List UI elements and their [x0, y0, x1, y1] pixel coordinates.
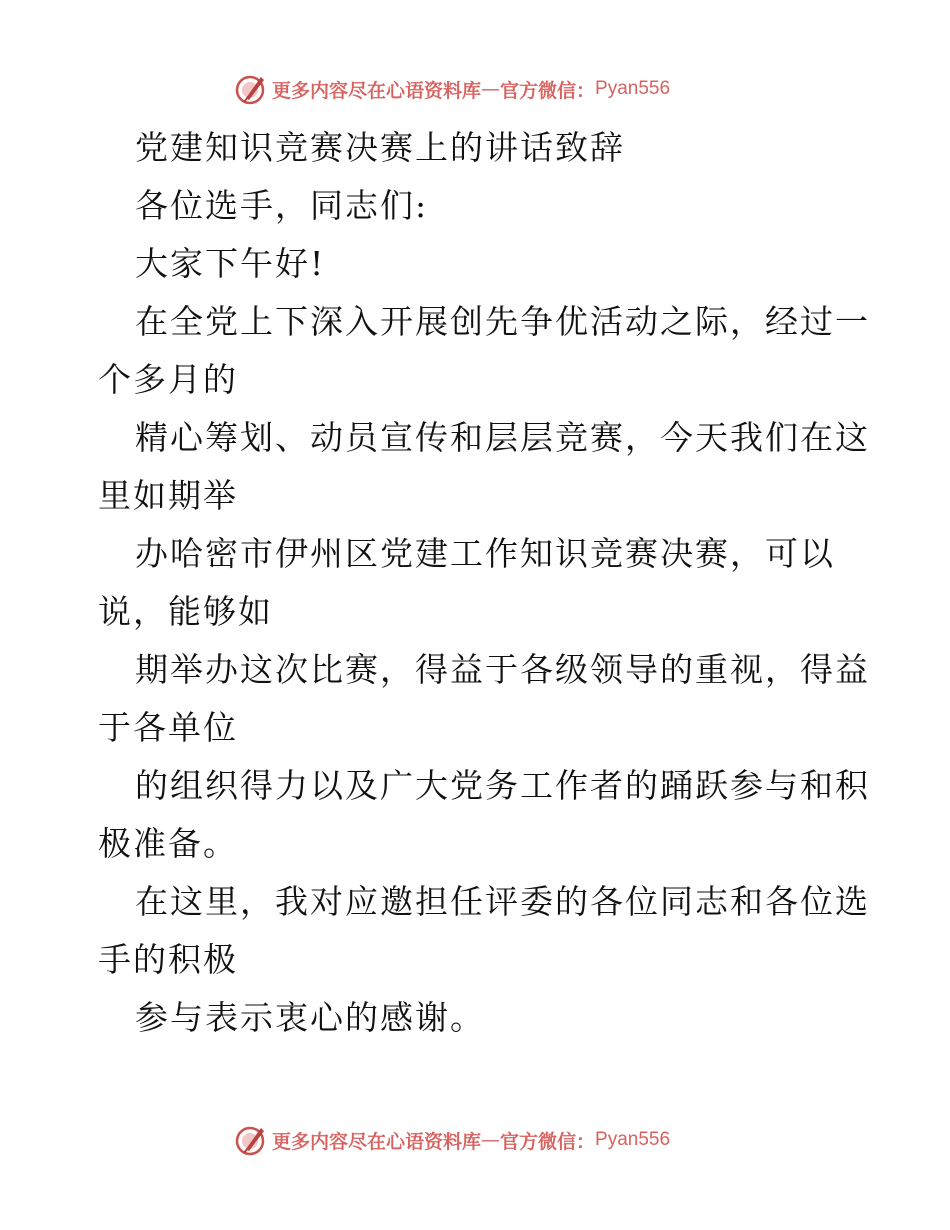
- watermark-dash: —: [481, 78, 501, 100]
- watermark-dash: —: [481, 1129, 501, 1151]
- quill-seal-icon: [234, 72, 268, 106]
- text-line: 里如期举: [98, 476, 238, 515]
- text-line: 说，能够如: [98, 592, 273, 631]
- text-line: 个多月的: [98, 360, 238, 399]
- text-line: 在全党上下深入开展创先争优活动之际，经过一: [135, 302, 870, 341]
- watermark-text: 更多内容尽在心语资料库: [272, 79, 482, 102]
- quill-seal-icon: [234, 1123, 268, 1157]
- watermark-text: 更多内容尽在心语资料库: [272, 1130, 482, 1153]
- watermark-wechat-id: Pyan556: [595, 78, 671, 99]
- document-title: 党建知识竞赛决赛上的讲话致辞: [135, 128, 625, 167]
- text-line: 极准备。: [98, 824, 238, 863]
- text-line: 大家下午好!: [135, 244, 326, 283]
- text-line: 在这里，我对应邀担任评委的各位同志和各位选: [135, 882, 870, 921]
- text-line: 于各单位: [98, 708, 238, 747]
- watermark-wechat-label: 官方微信：: [500, 79, 596, 102]
- text-line: 手的积极: [98, 940, 238, 979]
- text-line: 各位选手，同志们:: [135, 186, 429, 225]
- watermark-wechat-label: 官方微信：: [500, 1130, 596, 1153]
- watermark-wechat-id: Pyan556: [595, 1129, 671, 1150]
- footer-watermark: [234, 1123, 670, 1157]
- text-line: 精心筹划、动员宣传和层层竞赛，今天我们在这: [135, 418, 870, 457]
- text-line: 办哈密市伊州区党建工作知识竞赛决赛，可以: [135, 534, 835, 573]
- text-line: 参与表示衷心的感谢。: [135, 998, 485, 1037]
- text-line: 的组织得力以及广大党务工作者的踊跃参与和积: [135, 766, 870, 805]
- text-line: 期举办这次比赛，得益于各级领导的重视，得益: [135, 650, 870, 689]
- header-watermark: [234, 72, 670, 106]
